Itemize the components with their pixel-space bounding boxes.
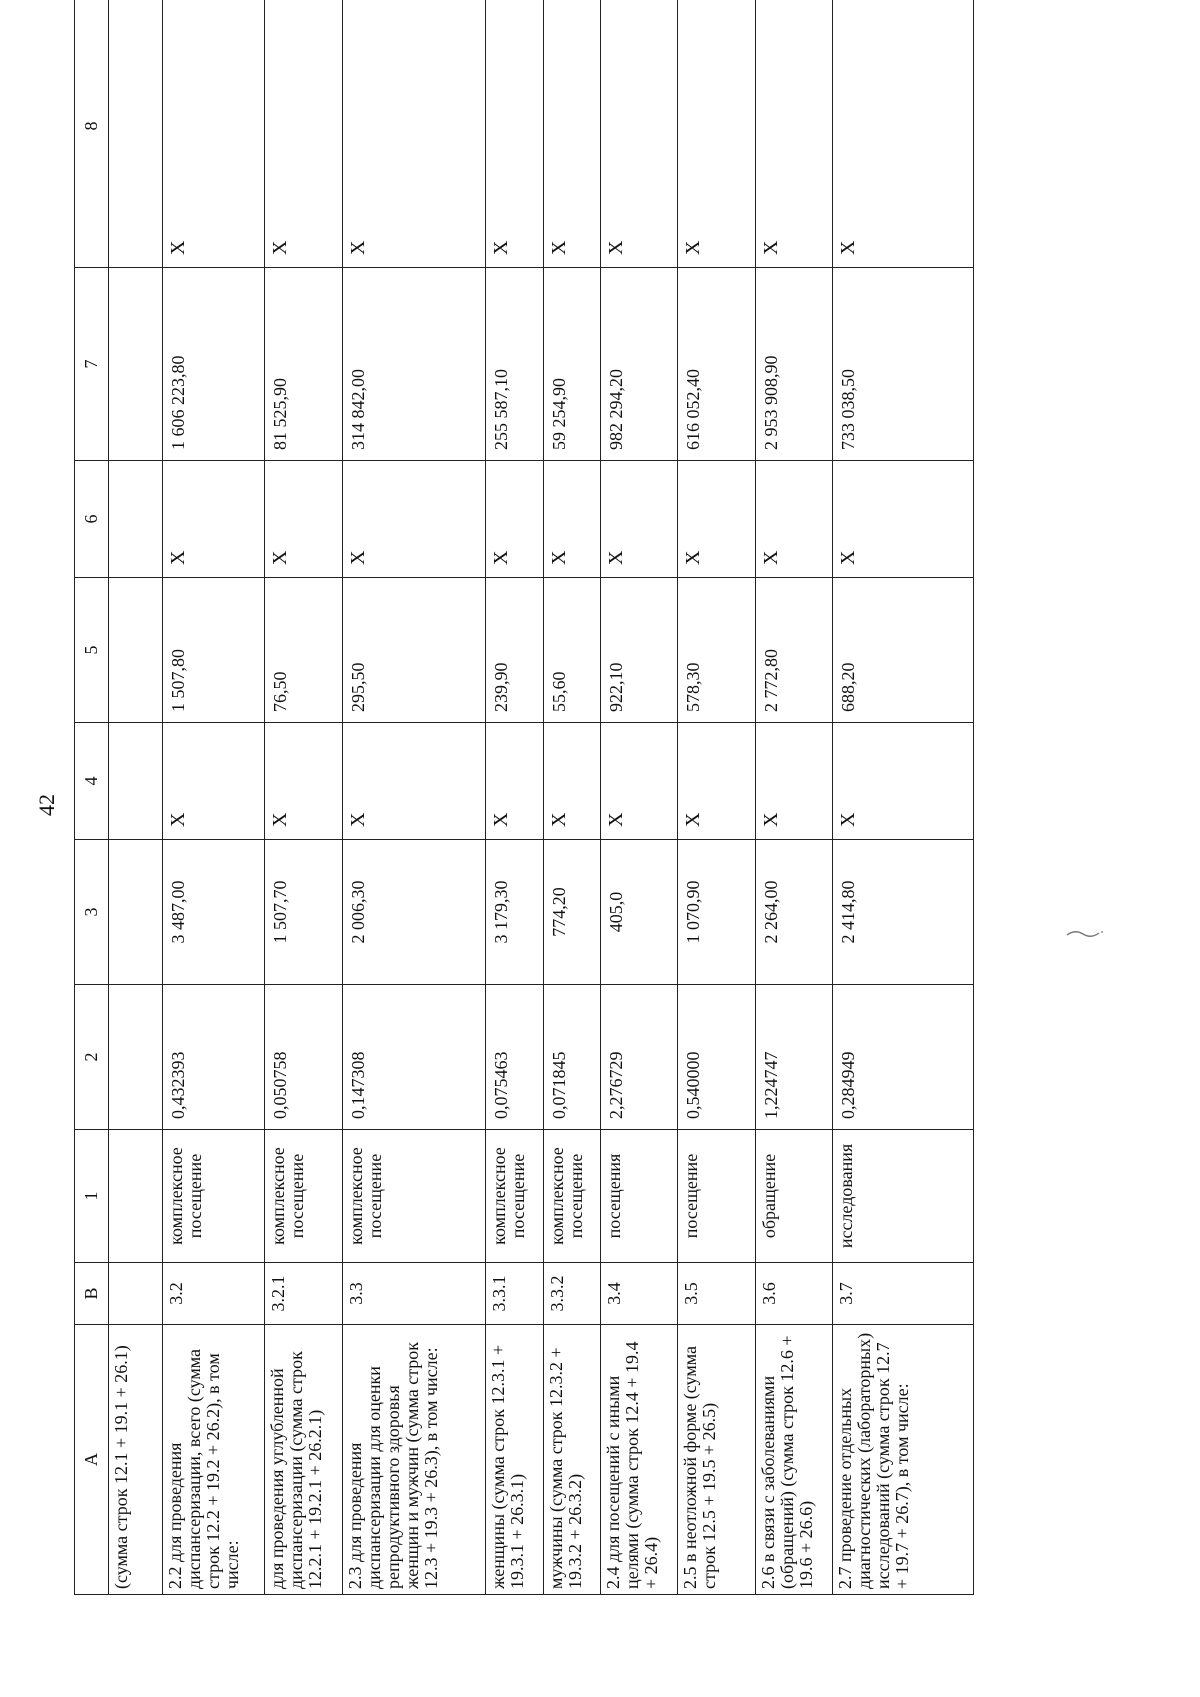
row-col4: Х	[163, 723, 265, 840]
table-row	[755, 0, 833, 1595]
row-col6: Х	[755, 461, 833, 578]
row-code: 3.2	[163, 1263, 265, 1325]
table-row	[600, 0, 678, 1595]
table-row	[265, 0, 343, 1595]
row-norm: 0,050758	[265, 985, 343, 1130]
row-cost: 405,0	[600, 840, 678, 985]
row-code: 3.3	[342, 1263, 486, 1325]
row-col4: Х	[342, 723, 486, 840]
row-unit: посещения	[600, 1130, 678, 1263]
row-norm: 2,276729	[600, 985, 678, 1130]
row-norm	[109, 985, 163, 1130]
row-description: 2.4 для посещений с иными целями (сумма строк 12.4 + 19.4 + 26.4)	[600, 1325, 678, 1595]
table-row	[543, 0, 600, 1595]
row-col7: 616 052,40	[678, 268, 756, 461]
row-col8: Х	[163, 0, 265, 268]
row-unit: исследования	[833, 1130, 974, 1263]
row-col5: 922,10	[600, 578, 678, 723]
row-col6: Х	[342, 461, 486, 578]
row-cost: 3 179,30	[486, 840, 543, 985]
header-cell-7: 7	[75, 268, 109, 461]
row-col8: Х	[833, 0, 974, 268]
row-description: 2.5 в неотложной форме (сумма строк 12.5 + 19.5 + 26.5)	[678, 1325, 756, 1595]
row-norm: 0,075463	[486, 985, 543, 1130]
header-row	[75, 0, 109, 1595]
row-col4: Х	[600, 723, 678, 840]
row-col5: 578,30	[678, 578, 756, 723]
row-col7: 314 842,00	[342, 268, 486, 461]
row-col6: Х	[678, 461, 756, 578]
header-cell-6: 6	[75, 461, 109, 578]
row-description: для проведения углубленной диспансеризации (сумма строк 12.2.1 + 19.2.1 + 26.2.1)	[265, 1325, 343, 1595]
row-col4	[109, 723, 163, 840]
row-col5: 239,90	[486, 578, 543, 723]
row-col7: 81 525,90	[265, 268, 343, 461]
row-description: 2.3 для проведения диспансеризации для оценки репродуктивного здоровья женщин и мужчин (сумма строк 12.3 + 19.3 + 26.3), в том числе:	[342, 1325, 486, 1595]
row-col8: Х	[543, 0, 600, 268]
row-col4: Х	[265, 723, 343, 840]
header-cell-b: B	[75, 1263, 109, 1325]
row-code: 3.7	[833, 1263, 974, 1325]
header-cell-8: 8	[75, 0, 109, 268]
row-col6: Х	[265, 461, 343, 578]
table-row	[109, 0, 163, 1595]
row-col8: Х	[265, 0, 343, 268]
pen-mark-icon	[1065, 925, 1105, 939]
row-col7: 59 254,90	[543, 268, 600, 461]
row-unit: посещение	[678, 1130, 756, 1263]
row-unit: комплексное посещение	[342, 1130, 486, 1263]
row-cost: 1 070,90	[678, 840, 756, 985]
table-row	[486, 0, 543, 1595]
row-norm: 0,284949	[833, 985, 974, 1130]
row-col7: 255 587,10	[486, 268, 543, 461]
row-col8: Х	[342, 0, 486, 268]
row-col5: 688,20	[833, 578, 974, 723]
row-cost: 2 006,30	[342, 840, 486, 985]
header-cell-a: A	[75, 1325, 109, 1595]
header-cell-5: 5	[75, 578, 109, 723]
data-table	[74, 0, 974, 1595]
header-cell-2: 2	[75, 985, 109, 1130]
row-description: 2.2 для проведения диспансеризации, всего (сумма строк 12.2 + 19.2 + 26.2), в том числе:	[163, 1325, 265, 1595]
row-norm: 0,071845	[543, 985, 600, 1130]
table-row	[342, 0, 486, 1595]
table-row	[678, 0, 756, 1595]
row-cost: 2 264,00	[755, 840, 833, 985]
row-col8: Х	[678, 0, 756, 268]
row-col4: Х	[833, 723, 974, 840]
row-col5: 55,60	[543, 578, 600, 723]
header-cell-4: 4	[75, 723, 109, 840]
row-norm: 0,147308	[342, 985, 486, 1130]
row-description: мужчины (сумма строк 12.3.2 + 19.3.2 + 26.3.2)	[543, 1325, 600, 1595]
row-code: 3.4	[600, 1263, 678, 1325]
row-unit: комплексное посещение	[543, 1130, 600, 1263]
row-code: 3.6	[755, 1263, 833, 1325]
row-code: 3.2.1	[265, 1263, 343, 1325]
row-col7	[109, 268, 163, 461]
row-code: 3.3.2	[543, 1263, 600, 1325]
row-col6: Х	[163, 461, 265, 578]
row-unit: комплексное посещение	[163, 1130, 265, 1263]
row-code: 3.3.1	[486, 1263, 543, 1325]
row-col8: Х	[600, 0, 678, 268]
row-col7: 2 953 908,90	[755, 268, 833, 461]
row-col7: 733 038,50	[833, 268, 974, 461]
row-norm: 1,224747	[755, 985, 833, 1130]
table-row	[163, 0, 265, 1595]
row-description: (сумма строк 12.1 + 19.1 + 26.1)	[109, 1325, 163, 1595]
row-cost	[109, 840, 163, 985]
row-cost: 2 414,80	[833, 840, 974, 985]
row-description: женщины (сумма строк 12.3.1 + 19.3.1 + 26.3.1)	[486, 1325, 543, 1595]
row-col7: 1 606 223,80	[163, 268, 265, 461]
row-col5: 2 772,80	[755, 578, 833, 723]
row-col5: 295,50	[342, 578, 486, 723]
row-cost: 3 487,00	[163, 840, 265, 985]
page-number: 42	[34, 794, 59, 816]
row-code: 3.5	[678, 1263, 756, 1325]
row-col6	[109, 461, 163, 578]
row-col5	[109, 578, 163, 723]
row-col4: Х	[486, 723, 543, 840]
row-description: 2.7 проведение отдельных диагностических (лабораторных) исследований (сумма строк 12.7 + 19.7 + 26.7), в том числе:	[833, 1325, 974, 1595]
row-unit: обращение	[755, 1130, 833, 1263]
row-description: 2.6 в связи с заболеваниями (обращений) (сумма строк 12.6 + 19.6 + 26.6)	[755, 1325, 833, 1595]
table-container	[74, 0, 974, 1595]
row-code	[109, 1263, 163, 1325]
row-cost: 1 507,70	[265, 840, 343, 985]
row-col4: Х	[755, 723, 833, 840]
row-col6: Х	[486, 461, 543, 578]
row-col5: 1 507,80	[163, 578, 265, 723]
row-col8: Х	[755, 0, 833, 268]
row-col7: 982 294,20	[600, 268, 678, 461]
row-unit	[109, 1130, 163, 1263]
header-cell-3: 3	[75, 840, 109, 985]
row-norm: 0,540000	[678, 985, 756, 1130]
row-col4: Х	[543, 723, 600, 840]
table-row	[833, 0, 974, 1595]
row-unit: комплексное посещение	[265, 1130, 343, 1263]
row-col6: Х	[600, 461, 678, 578]
row-col8	[109, 0, 163, 268]
row-col8: Х	[486, 0, 543, 268]
header-cell-1: 1	[75, 1130, 109, 1263]
row-col4: Х	[678, 723, 756, 840]
row-col5: 76,50	[265, 578, 343, 723]
row-col6: Х	[833, 461, 974, 578]
row-norm: 0,432393	[163, 985, 265, 1130]
row-col6: Х	[543, 461, 600, 578]
row-unit: комплексное посещение	[486, 1130, 543, 1263]
row-cost: 774,20	[543, 840, 600, 985]
